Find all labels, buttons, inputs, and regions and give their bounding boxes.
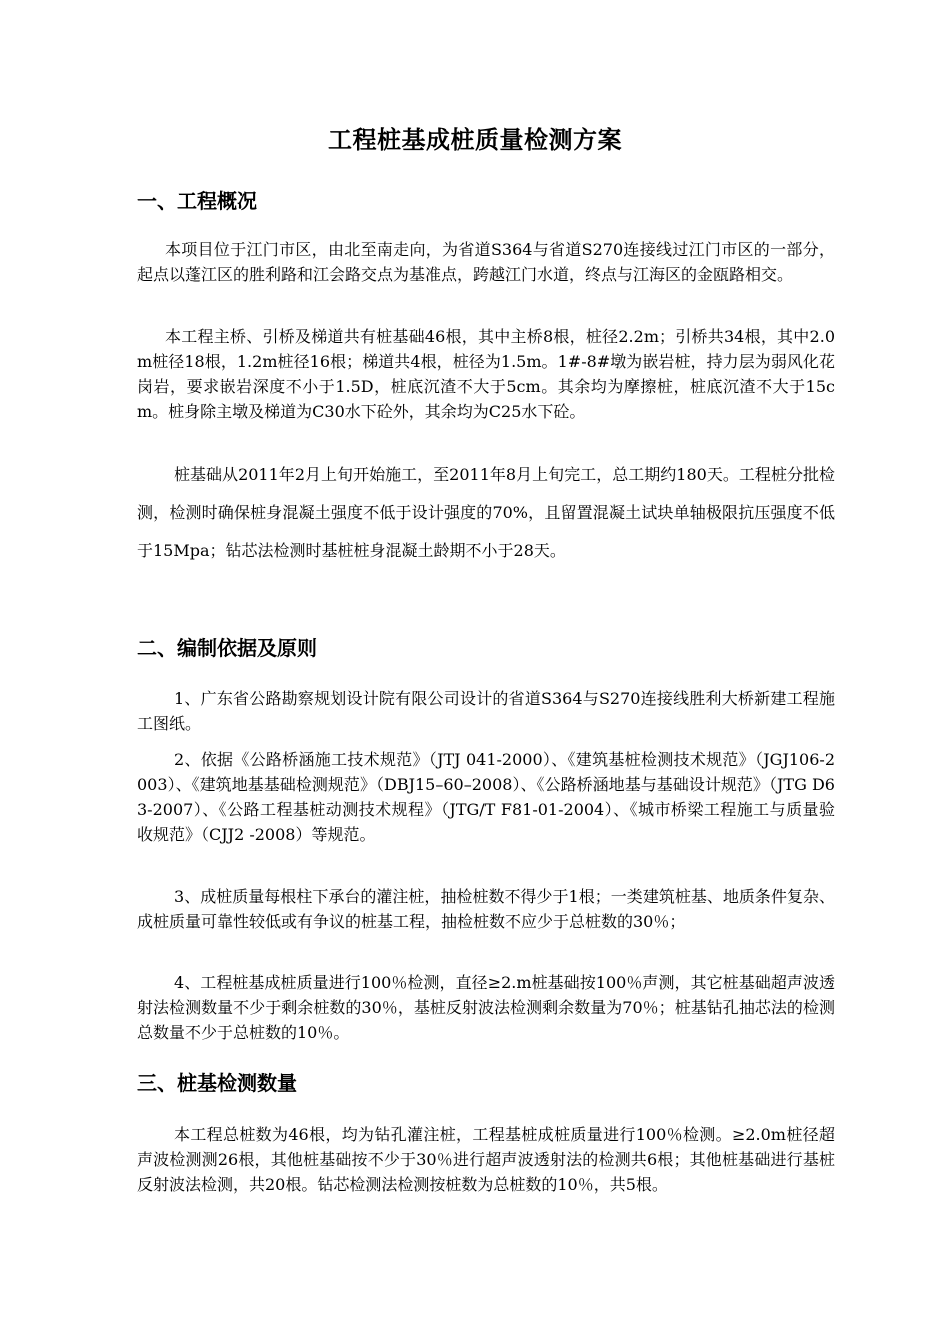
paragraph: 本工程主桥、引桥及梯道共有桩基础46根，其中主桥8根，桩径2.2m；引桥共34根，其中2.0m桩径18根，1.2m桩径16根；梯道共4根，桩径为1.5m。1#-8#墩为嵌岩桩，持力层为弱风化花岗岩，要求嵌岩深度不小于1.5D，桩底沉渣不大于5cm。其余均为摩擦桩，桩底沉渣不大于15cm。桩身除主墩及梯道为C30水下砼外，其余均为C25水下砼。 xyxy=(137,327,835,421)
section-heading-quantity: 三、桩基检测数量 xyxy=(137,1071,297,1095)
paragraph: 本工程总桩数为46根，均为钻孔灌注桩，工程基桩成桩质量进行100％检测。≥2.0m桩径超声波检测测26根，其他桩基础按不少于30％进行超声波透射法的检测共6根；其他桩基础进行基桩反射波法检测，共20根。钻芯检测法检测按桩数为总桩数的10％，共5根。 xyxy=(137,1125,835,1194)
paragraph: 3、成桩质量每根柱下承台的灌注桩，抽检桩数不得少于1根；一类建筑桩基、地质条件复杂、成桩质量可靠性较低或有争议的桩基工程，抽检桩数不应少于总桩数的30％； xyxy=(137,887,835,931)
paragraph: 本项目位于江门市区，由北至南走向，为省道S364与省道S270连接线过江门市区的一部分，起点以蓬江区的胜利路和江会路交点为基准点，跨越江门水道，终点与江海区的金瓯路相交。 xyxy=(137,240,835,284)
paragraph: 桩基础从2011年2月上旬开始施工，至2011年8月上旬完工，总工期约180天。工程桩分批检测，检测时确保桩身混凝土强度不低于设计强度的70%，且留置混凝土试块单轴极限抗压强度不低于15Mpa；钻芯法检测时基桩桩身混凝土龄期不小于28天。 xyxy=(137,465,835,560)
section-heading-overview: 一、工程概况 xyxy=(137,189,257,213)
section-heading-basis: 二、编制依据及原则 xyxy=(137,636,317,660)
paragraph: 1、广东省公路勘察规划设计院有限公司设计的省道S364与S270连接线胜利大桥新建工程施工图纸。 xyxy=(137,689,835,733)
paragraph: 2、依据《公路桥涵施工技术规范》（JTJ 041-2000）、《建筑基桩检测技术规范》（JGJ106-2003）、《建筑地基基础检测规范》（DBJ15–60–2008）、《公路桥涵地基与基础设计规范》（JTG D63-2007）、《公路工程基桩动测技术规程》（JTG/T F81-01-2004）、《城市桥梁工程施工与质量验收规范》（CJJ2 -2008）等规范。 xyxy=(137,750,835,844)
paragraph: 4、工程桩基成桩质量进行100％检测，直径≥2.m桩基础按100％声测，其它桩基础超声波透射法检测数量不少于剩余桩数的30％，基桩反射波法检测剩余数量为70％；桩基钻孔抽芯法的检测总数量不少于总桩数的10％。 xyxy=(137,973,835,1042)
document-title: 工程桩基成桩质量检测方案 xyxy=(328,126,622,154)
